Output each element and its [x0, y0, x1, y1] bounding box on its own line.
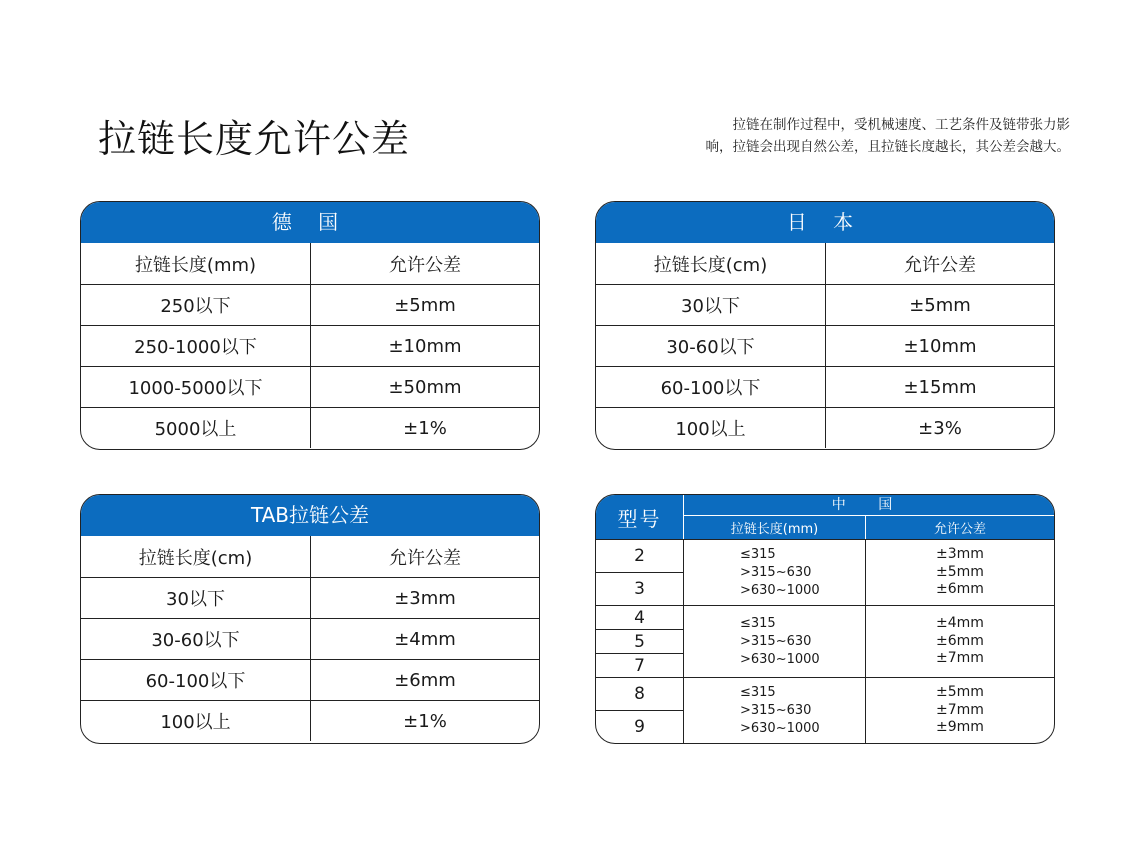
- tolerance-cell: ±1%: [403, 710, 447, 732]
- tolerance-value: ±7mm: [936, 650, 984, 667]
- model-cell: 4: [634, 607, 645, 628]
- model-cell: 8: [634, 684, 645, 704]
- column-header-tolerance: 允许公差: [904, 254, 976, 276]
- china-group: [596, 605, 1054, 677]
- model-cell: 5: [596, 629, 683, 653]
- tab-table: [80, 494, 540, 744]
- tolerance-cell: ±3%: [918, 417, 962, 439]
- length-cell: 60-100以下: [596, 367, 826, 407]
- length-cell: 250以下: [81, 285, 311, 325]
- tolerance-cell: [866, 606, 1054, 677]
- column-header-length: 拉链长度(cm): [81, 536, 311, 577]
- tolerance-value: ±5mm: [936, 684, 984, 701]
- table-row: [81, 700, 539, 741]
- china-subheader: [684, 516, 1054, 539]
- germany-table: [80, 201, 540, 450]
- description-line: 拉链在制作过程中，受机械速度、工艺条件及链带张力影: [732, 117, 1070, 133]
- tolerance-cell: ±5mm: [394, 294, 456, 316]
- table-row: [596, 407, 1054, 448]
- header-row: [596, 243, 1054, 284]
- tolerance-value: ±5mm: [936, 563, 984, 580]
- table-row: [81, 659, 539, 700]
- header-row: [81, 243, 539, 284]
- table-row: [81, 284, 539, 325]
- tolerance-value: ±7mm: [936, 701, 984, 718]
- header-row: [81, 536, 539, 577]
- table-row: [81, 618, 539, 659]
- tolerance-cell: ±10mm: [388, 335, 462, 357]
- length-range: ≤315: [740, 684, 776, 700]
- china-group: [596, 539, 1054, 605]
- column-header-tolerance: 允许公差: [389, 547, 461, 569]
- table-row: [81, 577, 539, 618]
- tolerance-cell: [866, 540, 1054, 605]
- japan-table: [595, 201, 1055, 450]
- model-cell: 2: [634, 546, 645, 566]
- column-header-tolerance: 允许公差: [389, 254, 461, 276]
- length-range: ≤315: [740, 546, 776, 562]
- tolerance-cell: ±50mm: [388, 376, 462, 398]
- table-row: [81, 407, 539, 448]
- tolerance-value: ±3mm: [936, 546, 984, 563]
- length-range: >315~630: [740, 564, 812, 580]
- tab-heading: TAB拉链公差: [81, 495, 539, 536]
- model-cell: 9: [596, 710, 683, 743]
- china-group: [596, 677, 1054, 743]
- length-cell: 1000-5000以下: [81, 367, 311, 407]
- japan-heading: 日 本: [596, 202, 1054, 243]
- model-column-header: 型号: [596, 495, 684, 539]
- china-heading: 中 国: [684, 495, 1054, 516]
- model-cells: [596, 606, 684, 677]
- length-range: >630~1000: [740, 651, 820, 667]
- tolerance-cell: ±10mm: [903, 335, 977, 357]
- length-cell: 5000以上: [81, 408, 311, 448]
- column-header-length: 拉链长度(mm): [684, 516, 866, 539]
- tolerance-value: ±9mm: [936, 719, 984, 736]
- column-header-tolerance: 允许公差: [933, 522, 986, 537]
- length-cell: [684, 540, 866, 605]
- description-line: 响，拉链会出现自然公差，且拉链长度越长，其公差会越大。: [705, 139, 1070, 155]
- tolerance-value: ±6mm: [936, 632, 984, 649]
- page-title: 拉链长度允许公差: [98, 117, 411, 161]
- tolerance-cell: ±4mm: [394, 628, 456, 650]
- length-cell: 30以下: [596, 285, 826, 325]
- tolerance-cell: ±6mm: [394, 669, 456, 691]
- tolerance-value: ±6mm: [936, 581, 984, 598]
- model-cell: 7: [596, 653, 683, 677]
- column-header-length: 拉链长度(mm): [81, 243, 311, 284]
- length-range: >630~1000: [740, 582, 820, 598]
- length-cell: 250-1000以下: [81, 326, 311, 366]
- tolerance-cell: ±1%: [403, 417, 447, 439]
- china-header-right: [684, 495, 1054, 539]
- table-row: [81, 366, 539, 407]
- length-range: ≤315: [740, 615, 776, 631]
- tolerance-cell: ±15mm: [903, 376, 977, 398]
- model-cells: [596, 540, 684, 605]
- table-row: [596, 284, 1054, 325]
- column-header-length: 拉链长度(cm): [596, 243, 826, 284]
- china-header: [596, 495, 1054, 539]
- length-cell: 100以上: [81, 701, 311, 741]
- length-cell: [684, 606, 866, 677]
- length-cell: 60-100以下: [81, 660, 311, 700]
- china-table: [595, 494, 1055, 744]
- length-range: >630~1000: [740, 720, 820, 736]
- table-row: [596, 325, 1054, 366]
- tolerance-value: ±4mm: [936, 615, 984, 632]
- length-cell: 30-60以下: [81, 619, 311, 659]
- length-range: >315~630: [740, 633, 812, 649]
- tolerance-cell: ±5mm: [909, 294, 971, 316]
- model-cell: 3: [596, 572, 683, 605]
- length-cell: [684, 678, 866, 743]
- model-cells: [596, 678, 684, 743]
- tolerance-cell: ±3mm: [394, 587, 456, 609]
- length-cell: 30-60以下: [596, 326, 826, 366]
- table-row: [81, 325, 539, 366]
- length-cell: 100以上: [596, 408, 826, 448]
- description: [600, 114, 1070, 158]
- length-cell: 30以下: [81, 578, 311, 618]
- length-range: >315~630: [740, 702, 812, 718]
- germany-heading: 德 国: [81, 202, 539, 243]
- table-row: [596, 366, 1054, 407]
- tolerance-cell: [866, 678, 1054, 743]
